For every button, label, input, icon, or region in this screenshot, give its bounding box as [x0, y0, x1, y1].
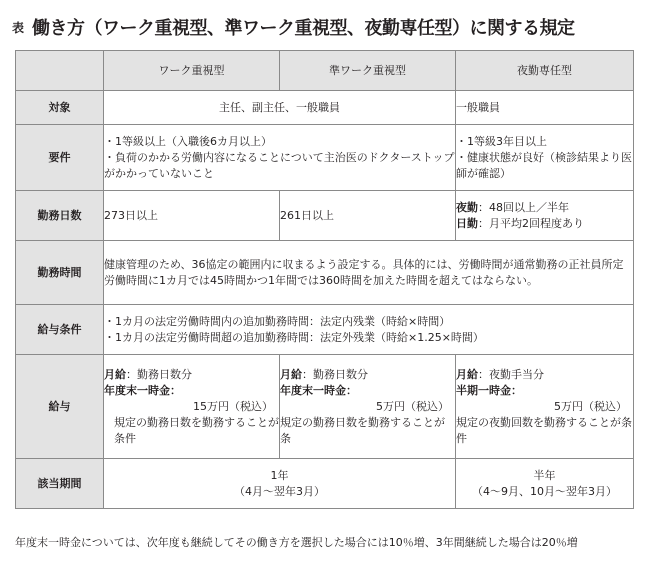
row-work-days	[16, 191, 634, 241]
monthly-pay-value: ：夜勤手当分	[478, 367, 544, 381]
pay-conditions	[104, 305, 634, 355]
salary-work	[104, 355, 280, 459]
monthly-pay-value: ：勤務日数分	[126, 367, 192, 381]
salary-work-amount: 15万円（税込）	[193, 399, 273, 413]
work-days-night	[456, 191, 634, 241]
requirements-night	[456, 125, 634, 191]
lump-sum-colon: ：	[511, 383, 522, 397]
salary-semi	[280, 355, 456, 459]
work-days-night-line2	[456, 216, 633, 232]
row-header-work-days: 勤務日数	[16, 191, 104, 241]
row-header-period: 該当期間	[16, 459, 104, 509]
row-header-requirements: 要件	[16, 125, 104, 191]
work-days-night-line1	[456, 200, 633, 216]
row-header-work-hours: 勤務時間	[16, 241, 104, 305]
target-shared: 主任、副主任、一般職員	[104, 91, 456, 125]
work-style-rules-table	[15, 50, 634, 509]
pay-conditions-line2: ・1カ月の法定労働時間超の追加勤務時間：法定外残業（時給×1.25×時間）	[104, 330, 484, 344]
period-shared	[104, 459, 456, 509]
corner-cell	[16, 51, 104, 91]
period-night-line1: 半年	[533, 468, 556, 482]
work-days-semi: 261日以上	[280, 191, 456, 241]
requirements-night-line1: ・1等級3年目以上	[456, 134, 547, 148]
day-shift-label: 日勤	[456, 216, 478, 230]
target-night: 一般職員	[456, 91, 634, 125]
monthly-pay-label: 月給	[456, 367, 478, 381]
salary-night-lump	[456, 383, 633, 399]
lump-sum-label: 半期一時金	[456, 383, 511, 397]
night-shift-value: ：48回以上／半年	[478, 200, 569, 214]
salary-work-monthly	[104, 367, 279, 383]
column-header-semi-work: 準ワーク重視型	[280, 51, 456, 91]
requirements-shared-line1: ・1等級以上（入職後6カ月以上）	[104, 134, 272, 148]
requirements-night-line2: ・健康状態が良好（検診結果より医師が確認）	[456, 150, 632, 180]
work-hours-text: 健康管理のため、36協定の範囲内に収まるよう設定する。具体的には、労働時間が通常勤務の正社員所定労働時間に1カ月では45時間かつ1年間では360時間を加えた時間を超えてはならない。	[104, 241, 634, 305]
requirements-shared-line2: ・負荷のかかる労働内容になることについて主治医のドクターストップがかかっていないこと	[104, 150, 455, 180]
column-header-row	[16, 51, 634, 91]
pay-conditions-line1: ・1カ月の法定労働時間内の追加勤務時間：法定内残業（時給×時間）	[104, 314, 451, 328]
table-label: 表	[12, 20, 25, 35]
period-night-line2: （4～9月、10月～翌年3月）	[472, 484, 617, 498]
work-days-work: 273日以上	[104, 191, 280, 241]
salary-night-monthly	[456, 367, 633, 383]
title-text: 働き方（ワーク重視型、準ワーク重視型、夜勤専任型）に関する規定	[32, 18, 575, 39]
lump-sum-label: 年度末一時金	[104, 383, 170, 397]
row-work-hours	[16, 241, 634, 305]
lump-sum-colon: ：	[170, 383, 181, 397]
salary-semi-monthly	[280, 367, 455, 383]
row-target	[16, 91, 634, 125]
row-period	[16, 459, 634, 509]
document-title	[12, 12, 575, 42]
salary-semi-amount: 5万円（税込）	[376, 399, 449, 413]
salary-night	[456, 355, 634, 459]
period-shared-line1: 1年	[270, 468, 289, 482]
row-pay-conditions	[16, 305, 634, 355]
salary-work-condition: 規定の勤務日数を勤務することが条件	[114, 415, 279, 445]
night-shift-label: 夜勤	[456, 200, 478, 214]
row-header-pay-conditions: 給与条件	[16, 305, 104, 355]
period-shared-line2: （4月～翌年3月）	[234, 484, 325, 498]
monthly-pay-label: 月給	[104, 367, 126, 381]
salary-night-amount: 5万円（税込）	[554, 399, 627, 413]
lump-sum-label: 年度末一時金	[280, 383, 346, 397]
requirements-shared	[104, 125, 456, 191]
salary-semi-condition: 規定の勤務日数を勤務することが条	[280, 415, 445, 445]
salary-night-condition: 規定の夜勤回数を勤務することが条件	[456, 415, 632, 445]
column-header-night: 夜勤専任型	[456, 51, 634, 91]
period-night	[456, 459, 634, 509]
day-shift-value: ：月平均2回程度あり	[478, 216, 584, 230]
salary-semi-lump	[280, 383, 455, 399]
salary-work-lump	[104, 383, 279, 399]
lump-sum-colon: ：	[346, 383, 357, 397]
monthly-pay-value: ：勤務日数分	[302, 367, 368, 381]
row-header-target: 対象	[16, 91, 104, 125]
monthly-pay-label: 月給	[280, 367, 302, 381]
row-header-salary: 給与	[16, 355, 104, 459]
row-salary	[16, 355, 634, 459]
row-requirements	[16, 125, 634, 191]
footnote: 年度末一時金については、次年度も継続してその働き方を選択した場合には10％増、3年間継続した場合は20％増	[15, 536, 578, 549]
column-header-work: ワーク重視型	[104, 51, 280, 91]
